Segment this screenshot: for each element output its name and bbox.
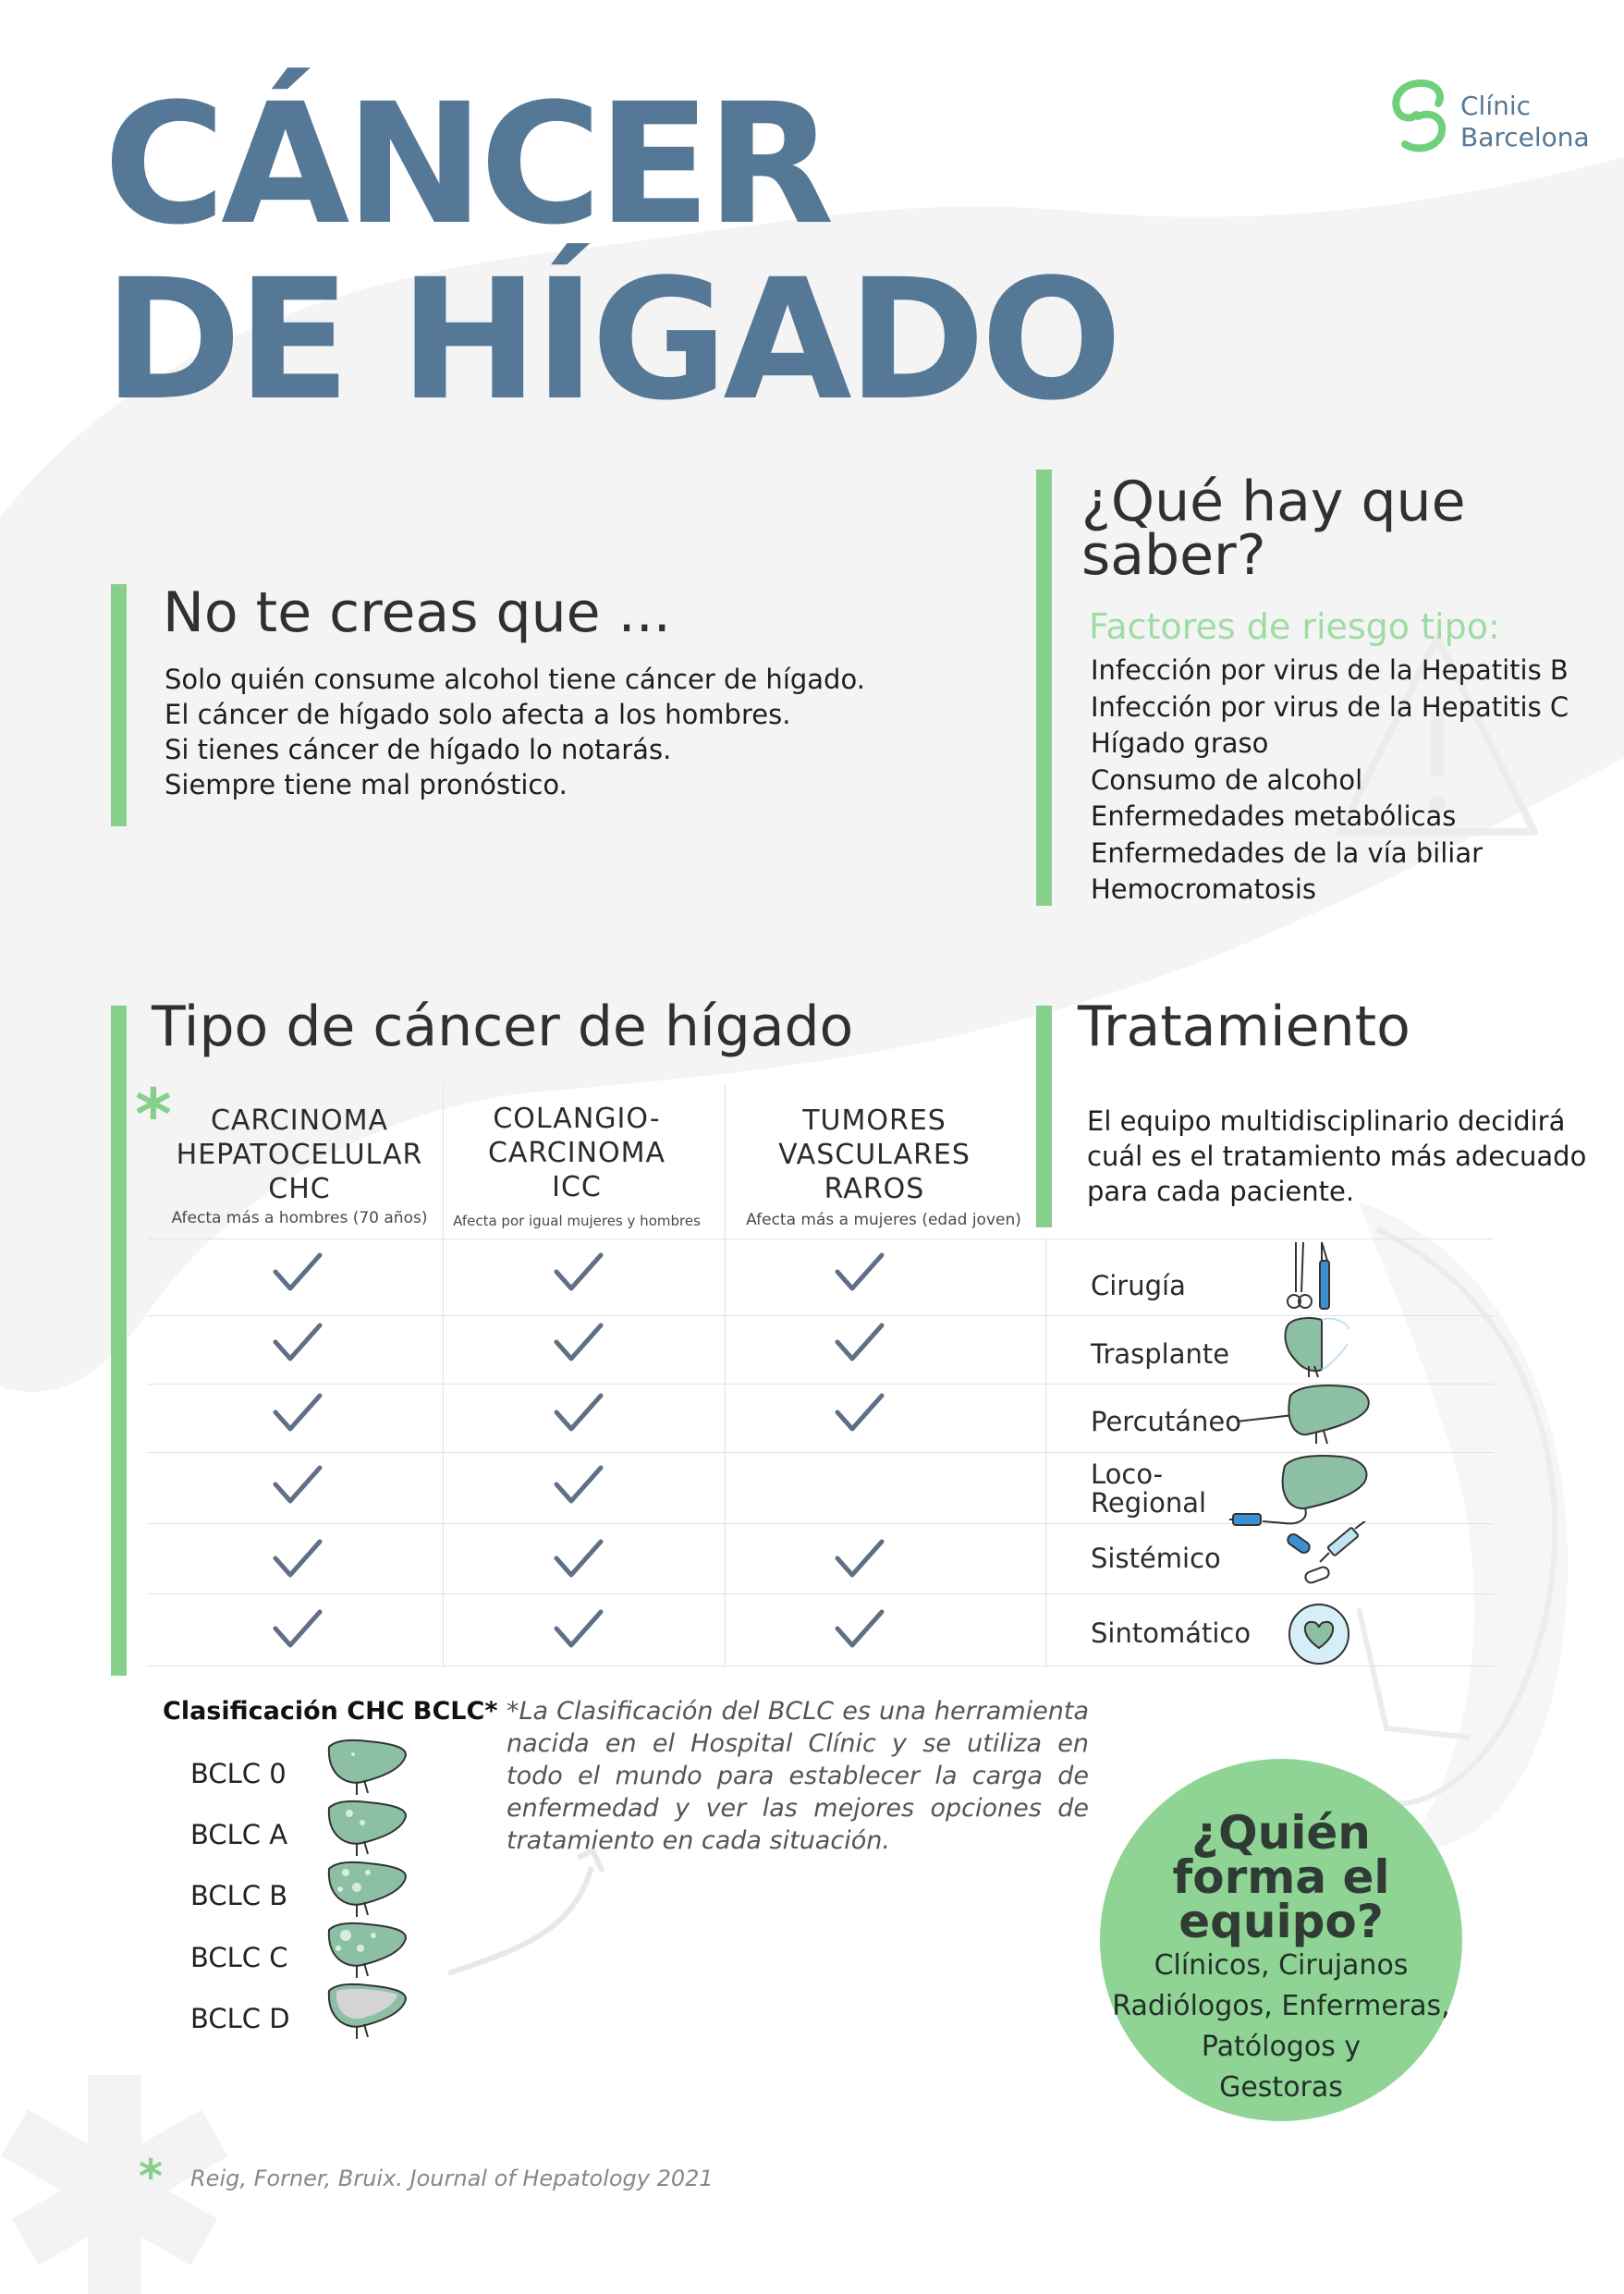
treatment-label-line: Loco- [1091, 1458, 1164, 1490]
bclc-note: *La Clasificación del BCLC es una herramienta nacida en el Hospital Clínic y se utiliza en todo el mundo para establecer la carga de enfermedad y ver las mejores opciones de tratamiento en cada situación. [507, 1697, 1089, 1855]
type-column-line: VASCULARES [778, 1139, 971, 1171]
type-column-line: RAROS [824, 1173, 925, 1205]
bclc-stage-b: BCLC B [190, 1880, 288, 1911]
type-column-note: Afecta más a mujeres (edad joven) [746, 1211, 1021, 1229]
risk-factors-list [1091, 653, 1569, 909]
risk-factors-subheading: Factores de riesgo tipo: [1089, 606, 1500, 647]
team-circle [1100, 1759, 1462, 2121]
reference-text: Reig, Forner, Bruix. Journal of Hepatology 2021 [190, 2166, 714, 2191]
risk-factor-item: Enfermedades metabólicas [1091, 800, 1457, 832]
checkmark-icon [551, 1603, 606, 1658]
liver-transplant-icon [1281, 1314, 1374, 1379]
clinic-barcelona-logo-icon [1385, 74, 1451, 157]
myth-item: Si tienes cáncer de hígado lo notarás. [165, 734, 672, 765]
type-column-note: Afecta más a hombres (70 años) [171, 1209, 428, 1227]
type-column-chc [152, 1104, 447, 1206]
risk-factor-item: Infección por virus de la Hepatitis C [1091, 690, 1569, 723]
checkmark-icon [270, 1458, 325, 1514]
bclc-stage-0: BCLC 0 [190, 1758, 287, 1789]
type-column-line: CARCINOMA [487, 1137, 666, 1169]
risk-factor-item: Hígado graso [1091, 727, 1269, 759]
team-title [1100, 1806, 1462, 1948]
type-column-line: COLANGIO- [493, 1103, 661, 1135]
type-column-icc [442, 1102, 712, 1204]
myths-accent-bar [111, 584, 127, 826]
treatment-label-transplant: Trasplante [1091, 1338, 1230, 1370]
liver-stage-d-icon [325, 1982, 410, 2041]
team-title-line: ¿Quién [1191, 1806, 1371, 1860]
title-line-2: DE HÍGADO [104, 244, 1118, 437]
type-column-line: TUMORES [802, 1104, 946, 1137]
title-line-1: CÁNCER [104, 68, 830, 262]
logo-line-1: Clínic [1460, 91, 1532, 121]
grid-divider [725, 1085, 726, 1667]
page-title [104, 68, 1118, 437]
liver-stage-0-icon [325, 1738, 410, 1797]
liver-needle-icon [1235, 1383, 1375, 1447]
checkmark-icon [270, 1386, 325, 1442]
type-column-line: CARCINOMA [210, 1104, 389, 1137]
treatment-intro-line: para cada paciente. [1087, 1176, 1355, 1207]
myths-list [165, 662, 865, 802]
bclc-stage-c: BCLC C [190, 1942, 288, 1973]
type-column-line: CHC [268, 1173, 331, 1205]
checkmark-icon [832, 1532, 887, 1588]
checkmark-icon [832, 1603, 887, 1658]
treatment-intro-line: cuál es el tratamiento más adecuado [1087, 1141, 1587, 1172]
team-line: Patólogos y [1201, 2031, 1361, 2063]
heart-circle-icon [1287, 1602, 1351, 1666]
treatment-label-symptomatic: Sintomático [1091, 1617, 1252, 1649]
team-line: Clínicos, Cirujanos [1154, 1949, 1409, 1982]
treatment-heading: Tratamiento [1078, 994, 1410, 1059]
chc-asterisk: * [135, 1073, 172, 1155]
reference-asterisk: * [139, 2150, 164, 2203]
treatment-label-locoregional [1091, 1460, 1206, 1518]
know-heading [1081, 470, 1466, 588]
pills-syringe-icon [1283, 1521, 1375, 1588]
treatment-label-surgery: Cirugía [1091, 1270, 1186, 1301]
risk-factor-item: Consumo de alcohol [1091, 763, 1363, 796]
treatment-intro [1087, 1104, 1586, 1209]
types-heading: Tipo de cáncer de hígado [152, 994, 854, 1059]
team-line: Radiólogos, Enfermeras, [1112, 1990, 1450, 2022]
checkmark-icon [270, 1246, 325, 1301]
myth-item: El cáncer de hígado solo afecta a los hombres. [165, 699, 791, 730]
liver-stage-b-icon [325, 1860, 410, 1919]
liver-stage-c-icon [325, 1921, 410, 1980]
know-heading-line-2: saber? [1081, 523, 1266, 588]
grid-divider [443, 1085, 444, 1667]
know-heading-line-1: ¿Qué hay que [1081, 470, 1466, 534]
logo-line-2: Barcelona [1460, 122, 1590, 153]
risk-factor-item: Hemocromatosis [1091, 873, 1317, 905]
checkmark-icon [551, 1246, 606, 1301]
myth-item: Solo quién consume alcohol tiene cáncer de hígado. [165, 664, 865, 695]
checkmark-icon [832, 1386, 887, 1442]
checkmark-icon [551, 1316, 606, 1372]
type-column-line: ICC [552, 1171, 602, 1203]
types-accent-bar [111, 1006, 127, 1676]
surgery-tools-icon [1285, 1240, 1340, 1314]
treatment-label-systemic: Sistémico [1091, 1543, 1221, 1574]
team-title-line: equipo? [1178, 1895, 1384, 1948]
team-title-line: forma el [1172, 1850, 1390, 1904]
myth-item: Siempre tiene mal pronóstico. [165, 769, 568, 800]
logo-text [1460, 91, 1590, 153]
checkmark-icon [832, 1316, 887, 1372]
treatment-label-percutaneous: Percutáneo [1091, 1406, 1242, 1437]
grid-divider [1045, 1239, 1046, 1667]
checkmark-icon [270, 1316, 325, 1372]
team-line: Gestoras [1219, 2071, 1343, 2104]
liver-catheter-icon [1229, 1453, 1377, 1529]
risk-factor-item: Enfermedades de la vía biliar [1091, 836, 1484, 869]
know-accent-bar [1036, 470, 1052, 906]
liver-stage-a-icon [325, 1799, 410, 1858]
checkmark-icon [832, 1246, 887, 1301]
type-column-line: HEPATOCELULAR [176, 1139, 423, 1171]
team-members [1100, 1946, 1462, 2108]
checkmark-icon [270, 1603, 325, 1658]
bclc-stage-a: BCLC A [190, 1819, 288, 1850]
bclc-title: Clasificación CHC BCLC* [163, 1697, 498, 1726]
type-column-vascular [730, 1104, 1019, 1206]
checkmark-icon [551, 1532, 606, 1588]
bclc-stage-d: BCLC D [190, 2003, 290, 2034]
risk-factor-item: Infección por virus de la Hepatitis B [1091, 654, 1569, 686]
treatment-accent-bar [1036, 1006, 1052, 1227]
checkmark-icon [270, 1532, 325, 1588]
grid-row-line [148, 1593, 1494, 1594]
checkmark-icon [551, 1386, 606, 1442]
treatment-label-line: Regional [1091, 1487, 1207, 1519]
myths-heading: No te creas que ... [163, 580, 671, 645]
checkmark-icon [551, 1458, 606, 1514]
treatment-intro-line: El equipo multidisciplinario decidirá [1087, 1105, 1566, 1137]
type-column-note: Afecta por igual mujeres y hombres [453, 1213, 701, 1229]
